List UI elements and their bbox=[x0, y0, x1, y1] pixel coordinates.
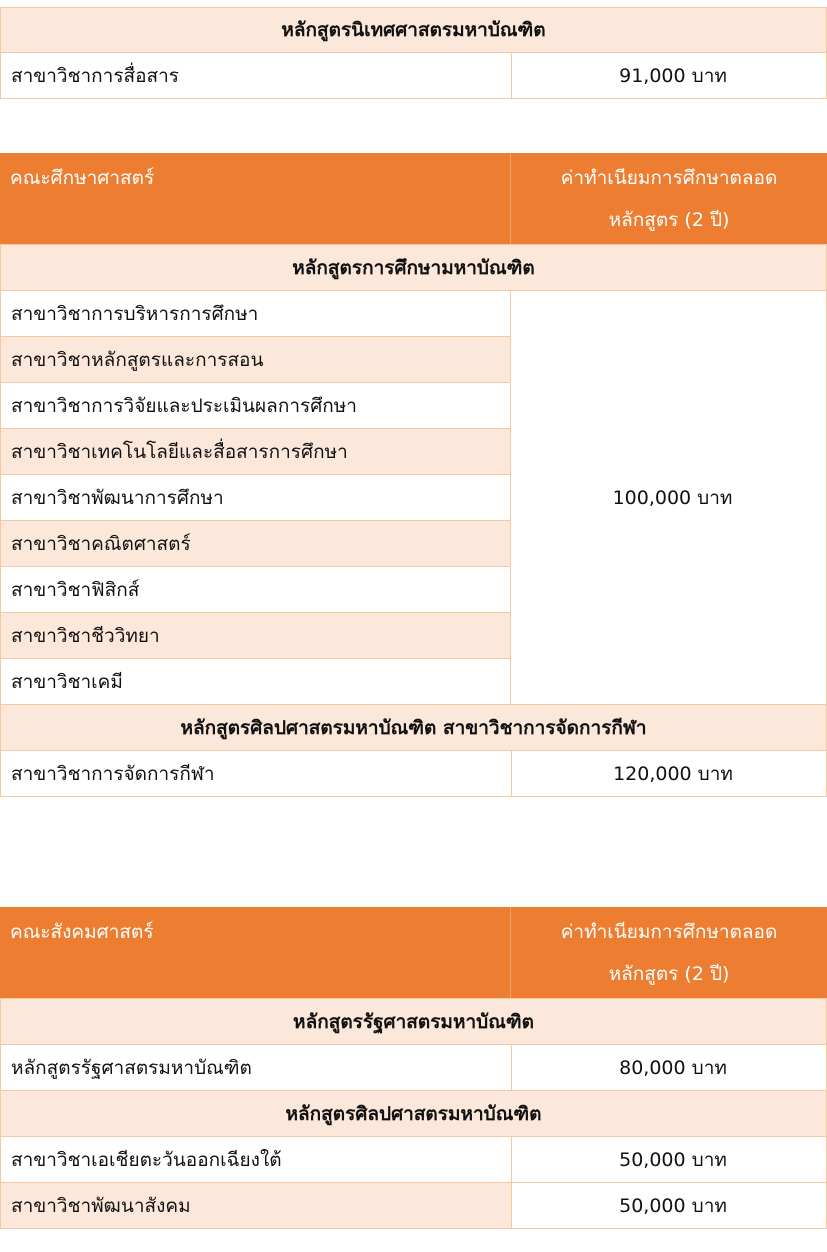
fee-header-line2: หลักสูตร (2 ปี) bbox=[608, 962, 730, 985]
program-name: สาขาวิชาฟิสิกส์ bbox=[0, 567, 511, 612]
table-row bbox=[0, 1045, 827, 1091]
merged-program-fee: 100,000 บาท bbox=[511, 291, 827, 705]
program-name: สาขาวิชาการบริหารการศึกษา bbox=[0, 291, 511, 336]
section-title: หลักสูตรศิลปศาสตรมหาบัณฑิต bbox=[285, 1102, 542, 1125]
social-sciences-faculty-fee-table bbox=[0, 907, 827, 1229]
program-name: สาขาวิชาการจัดการกีฬา bbox=[0, 751, 511, 796]
fee-header bbox=[511, 153, 827, 244]
section-heading bbox=[0, 245, 827, 291]
fee-header-line1: ค่าทำเนียมการศึกษาตลอด bbox=[560, 166, 778, 189]
program-name: สาขาวิชาเคมี bbox=[0, 659, 511, 704]
education-faculty-fee-table bbox=[0, 153, 827, 797]
program-fee: 80,000 บาท bbox=[511, 1045, 827, 1090]
program-name: สาขาวิชาการวิจัยและประเมินผลการศึกษา bbox=[0, 383, 511, 428]
program-fee: 120,000 บาท bbox=[511, 751, 827, 796]
program-name: สาขาวิชาชีววิทยา bbox=[0, 613, 511, 658]
section-heading bbox=[0, 7, 827, 53]
table-header bbox=[0, 907, 827, 999]
table-row bbox=[0, 429, 511, 475]
table-row bbox=[0, 291, 511, 337]
program-name: หลักสูตรรัฐศาสตรมหาบัณฑิต bbox=[0, 1045, 511, 1090]
table-row bbox=[0, 383, 511, 429]
table-row bbox=[0, 659, 511, 705]
section-heading bbox=[0, 999, 827, 1045]
table-header bbox=[0, 153, 827, 245]
fee-header-line1: ค่าทำเนียมการศึกษาตลอด bbox=[560, 920, 778, 943]
section-heading bbox=[0, 1091, 827, 1137]
program-name: สาขาวิชาการสื่อสาร bbox=[0, 53, 511, 98]
table-row bbox=[0, 521, 511, 567]
communication-arts-fee-table bbox=[0, 7, 827, 99]
faculty-header: คณะสังคมศาสตร์ bbox=[0, 907, 511, 998]
section-title: หลักสูตรการศึกษามหาบัณฑิต bbox=[292, 256, 535, 279]
program-name: สาขาวิชาเอเชียตะวันออกเฉียงใต้ bbox=[0, 1137, 511, 1182]
table-row bbox=[0, 337, 511, 383]
faculty-header: คณะศึกษาศาสตร์ bbox=[0, 153, 511, 244]
section-title: หลักสูตรนิเทศศาสตรมหาบัณฑิต bbox=[281, 19, 546, 41]
merged-fee-group bbox=[0, 291, 827, 705]
table-row bbox=[0, 475, 511, 521]
program-name: สาขาวิชาพัฒนาการศึกษา bbox=[0, 475, 511, 520]
table-row bbox=[0, 1137, 827, 1183]
section-title: หลักสูตรศิลปศาสตรมหาบัณฑิต สาขาวิชาการจัดการกีฬา bbox=[180, 716, 647, 739]
table-row bbox=[0, 613, 511, 659]
program-fee: 50,000 บาท bbox=[511, 1183, 827, 1228]
fee-header bbox=[511, 907, 827, 998]
section-heading bbox=[0, 705, 827, 751]
table-row bbox=[0, 567, 511, 613]
fee-header-line2: หลักสูตร (2 ปี) bbox=[608, 208, 730, 231]
program-name: สาขาวิชาหลักสูตรและการสอน bbox=[0, 337, 511, 382]
program-name: สาขาวิชาเทคโนโลยีและสื่อสารการศึกษา bbox=[0, 429, 511, 474]
table-row bbox=[0, 751, 827, 797]
program-name: สาขาวิชาพัฒนาสังคม bbox=[0, 1183, 511, 1228]
section-title: หลักสูตรรัฐศาสตรมหาบัณฑิต bbox=[293, 1010, 534, 1033]
table-row bbox=[0, 1183, 827, 1229]
program-fee: 91,000 บาท bbox=[511, 53, 827, 98]
program-fee: 50,000 บาท bbox=[511, 1137, 827, 1182]
table-row bbox=[0, 53, 827, 99]
program-name: สาขาวิชาคณิตศาสตร์ bbox=[0, 521, 511, 566]
